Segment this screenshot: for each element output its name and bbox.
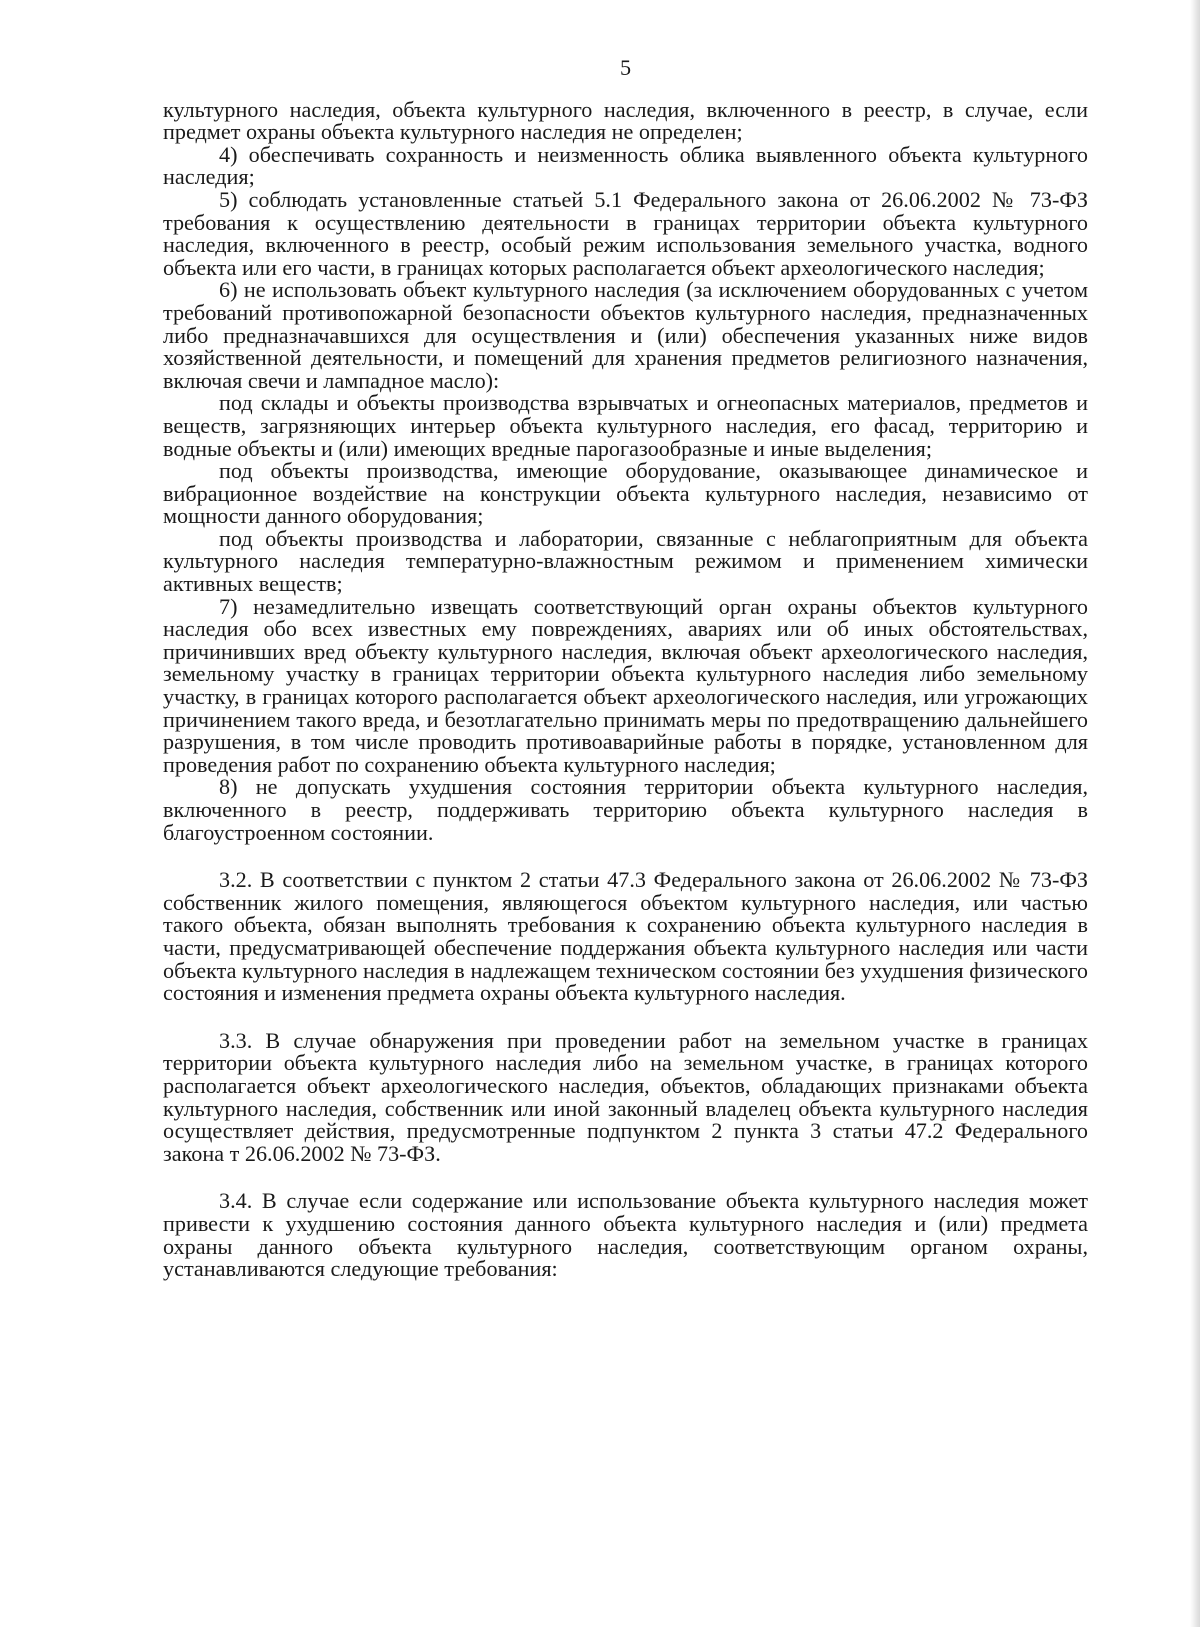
paragraph-item-8: 8) не допускать ухудшения состояния территории объекта культурного наследия, включенного в реестр, поддерживать территорию объекта культурного наследия в благоустроенном состоянии. <box>163 774 1088 845</box>
paragraph-item-5: 5) соблюдать установленные статьей 5.1 Федерального закона от 26.06.2002 № 73-ФЗ требования к осуществлению деятельности в границах территории объекта культурного наследия, включенного в реестр, особый режим использования земельного участка, водного объекта или его части, в границах которых располагается объект археологического наследия; <box>163 186 1088 280</box>
paragraph-item-7: 7) незамедлительно извещать соответствующий орган охраны объектов культурного наследия обо всех известных ему повреждениях, авариях или об иных обстоятельствах, причинивших вред объекту культурного наследия, включая объект археологического наследия, земельному участку в границах территории объекта культурного наследия либо земельному участку, в границах которого располагается объект археологического наследия, или угрожающих причинением такого вреда, и безотлагательно принимать меры по предотвращению дальнейшего разрушения, в том числе проводить противоаварийные работы в порядке, установленном для проведения работ по сохранению объекта культурного наследия; <box>163 593 1088 777</box>
page-number: 5 <box>619 55 632 80</box>
paragraph-item-4: 4) обеспечивать сохранность и неизменность облика выявленного объекта культурного наследия; <box>163 141 1088 190</box>
paragraph-section-3-2: 3.2. В соответствии с пунктом 2 статьи 47.3 Федерального закона от 26.06.2002 № 73-ФЗ собственник жилого помещения, являющегося объектом культурного наследия, или частью такого объекта, обязан выполнять требования к сохранению объекта культурного наследия в части, предусматривающей обеспечение поддержания объекта культурного наследия или части объекта культурного наследия в надлежащем техническом состоянии без ухудшения физического состояния и изменения предмета охраны объекта культурного наследия. <box>163 867 1088 1006</box>
paragraph-item-6-sub-3: под объекты производства и лаборатории, связанные с неблагоприятным для объекта культурного наследия температурно-влажностным режимом и применением химически активных веществ; <box>163 525 1088 597</box>
paragraph-item-6: 6) не использовать объект культурного наследия (за исключением оборудованных с учетом требований противопожарной безопасности объектов культурного наследия, предназначенных либо предназначавшихся для осуществления и (или) обеспечения указанных ниже видов хозяйственной деятельности, и помещений для хранения предметов религиозного назначения, включая свечи и лампадное масло): <box>163 277 1088 393</box>
paragraph-item-6-sub-1: под склады и объекты производства взрывчатых и огнеопасных материалов, предметов и веществ, загрязняющих интерьер объекта культурного наследия, его фасад, территорию и водные объекты и (или) имеющих вредные парогазообразные и иные выделения; <box>163 390 1088 461</box>
paragraph-section-3-3: 3.3. В случае обнаружения при проведении работ на земельном участке в границах территории объекта культурного наследия либо на земельном участке, в границах которого располагается объект археологического наследия, объектов, обладающих признаками объекта культурного наследия, собственник или иной законный владелец объекта культурного наследия осуществляет действия, предусмотренные подпунктом 2 пункта 3 статьи 47.2 Федерального закона т 26.06.2002 № 73-ФЗ. <box>163 1027 1088 1166</box>
paragraph-section-3-4: 3.4. В случае если содержание или использование объекта культурного наследия может привести к ухудшению состояния данного объекта культурного наследия и (или) предмета охраны данного объекта культурного наследия, соответствующим органом охраны, устанавливаются следующие требования: <box>163 1188 1088 1282</box>
scan-edge-shadow <box>1190 0 1200 1627</box>
document-body <box>163 96 1088 1282</box>
paragraph-continuation: культурного наследия, объекта культурного наследия, включенного в реестр, в случае, если предмет охраны объекта культурного наследия не определен; <box>163 96 1088 145</box>
paragraph-item-6-sub-2: под объекты производства, имеющие оборудование, оказывающее динамическое и вибрационное воздействие на конструкции объекта культурного наследия, независимо от мощности данного оборудования; <box>163 458 1088 529</box>
